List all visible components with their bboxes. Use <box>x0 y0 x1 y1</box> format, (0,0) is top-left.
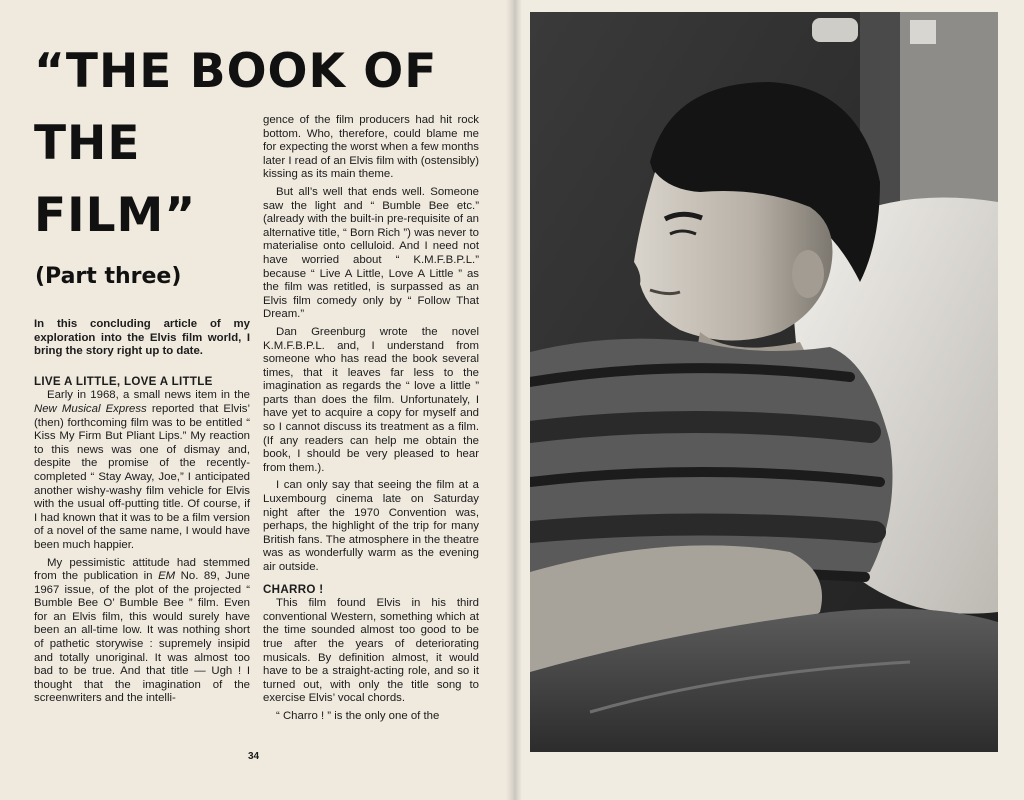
section-heading-charro: CHARRO ! <box>263 582 324 596</box>
section-heading-live-a-little: LIVE A LITTLE, LOVE A LITTLE <box>34 374 213 388</box>
body-paragraph: This film found Elvis in his third conventional Western, something which at the time sounded almost too good to be true after the years of deteriorating musicals. By definition almost, it would have to be a straight-acting role, and so it turned out, with only the title song to exercise Elvis’ vocal chords. <box>263 597 479 705</box>
body-paragraph: But all’s well that ends well. Someone saw the light and “ Bumble Bee etc.” (already with the built-in pre-requisite of an alternative title, “ Born Rich ”) was never to materialise onto celluloid. And I need not have worried about “ K.M.F.B.P.L.” because “ Live A Little, Love A Little ” as the film was retitled, is surpassed as an Elvis film comedy only by “ Follow That Dream.” <box>263 185 479 321</box>
spine-gutter <box>506 0 522 800</box>
article-part-label: (Part three) <box>35 264 182 289</box>
body-paragraph: Dan Greenburg wrote the novel K.M.F.B.P.L. and, I understand from someone who has read the book several times, that it leaves far less to the imagination as regards the “ love a little ” parts than does the film. Unfortunately, I have yet to acquire a copy for myself and so I cannot discuss its treatment as a film. (If any readers can help me obtain the book, I should be very pleased to hear from them.). <box>263 325 479 474</box>
body-paragraph: Early in 1968, a small news item in the New Musical Express reported that Elvis’ (then) forthcoming film was to be entitled “ Kiss My Firm But Pliant Lips.” My reaction to this news was one of dismay and, despite the promise of the recently-completed “ Stay Away, Joe,” I anticipated another wishy-washy film vehicle for Elvis with the usual off-putting title. Of course, if I had known that it was to be a film version of a novel of the same name, I would have been much happier. <box>34 389 251 551</box>
body-paragraph-continued: gence of the film producers had hit rock bottom. Who, therefore, could blame me for expecting the worst when a few months later I read of an Elvis film with (ostensibly) kissing as its main theme. <box>263 114 479 181</box>
text-column-2 <box>263 114 479 728</box>
elvis-photo <box>530 12 998 752</box>
body-paragraph: “ Charro ! ” is the only one of the <box>276 709 440 722</box>
page-number: 34 <box>248 751 260 762</box>
article-headline: “THE BOOK OF THE FILM” <box>34 44 438 243</box>
text-column-1 <box>34 318 250 710</box>
body-paragraph: I can only say that seeing the film at a Luxembourg cinema late on Saturday night after the 1970 Convention was, perhaps, the highlight of the trip for many British fans. The atmosphere in the theatre was as wonderfully warm as the evening air outside. <box>263 479 479 573</box>
body-paragraph: My pessimistic attitude had stemmed from the publication in EM No. 89, June 1967 issue, of the plot of the projected “ Bumble Bee O’ Bumble Bee ” film. Even for an Elvis film, this would surely have been an all-time low. It was nothing short of pathetic storywise : supremely insipid and totally unoriginal. It was almost too bad to be true. And that title — Ugh ! I thought that the imagination of the screenwriters and the intelli- <box>34 556 250 705</box>
article-intro: In this concluding article of my exploration into the Elvis film world, I bring the story right up to date. <box>34 318 250 358</box>
